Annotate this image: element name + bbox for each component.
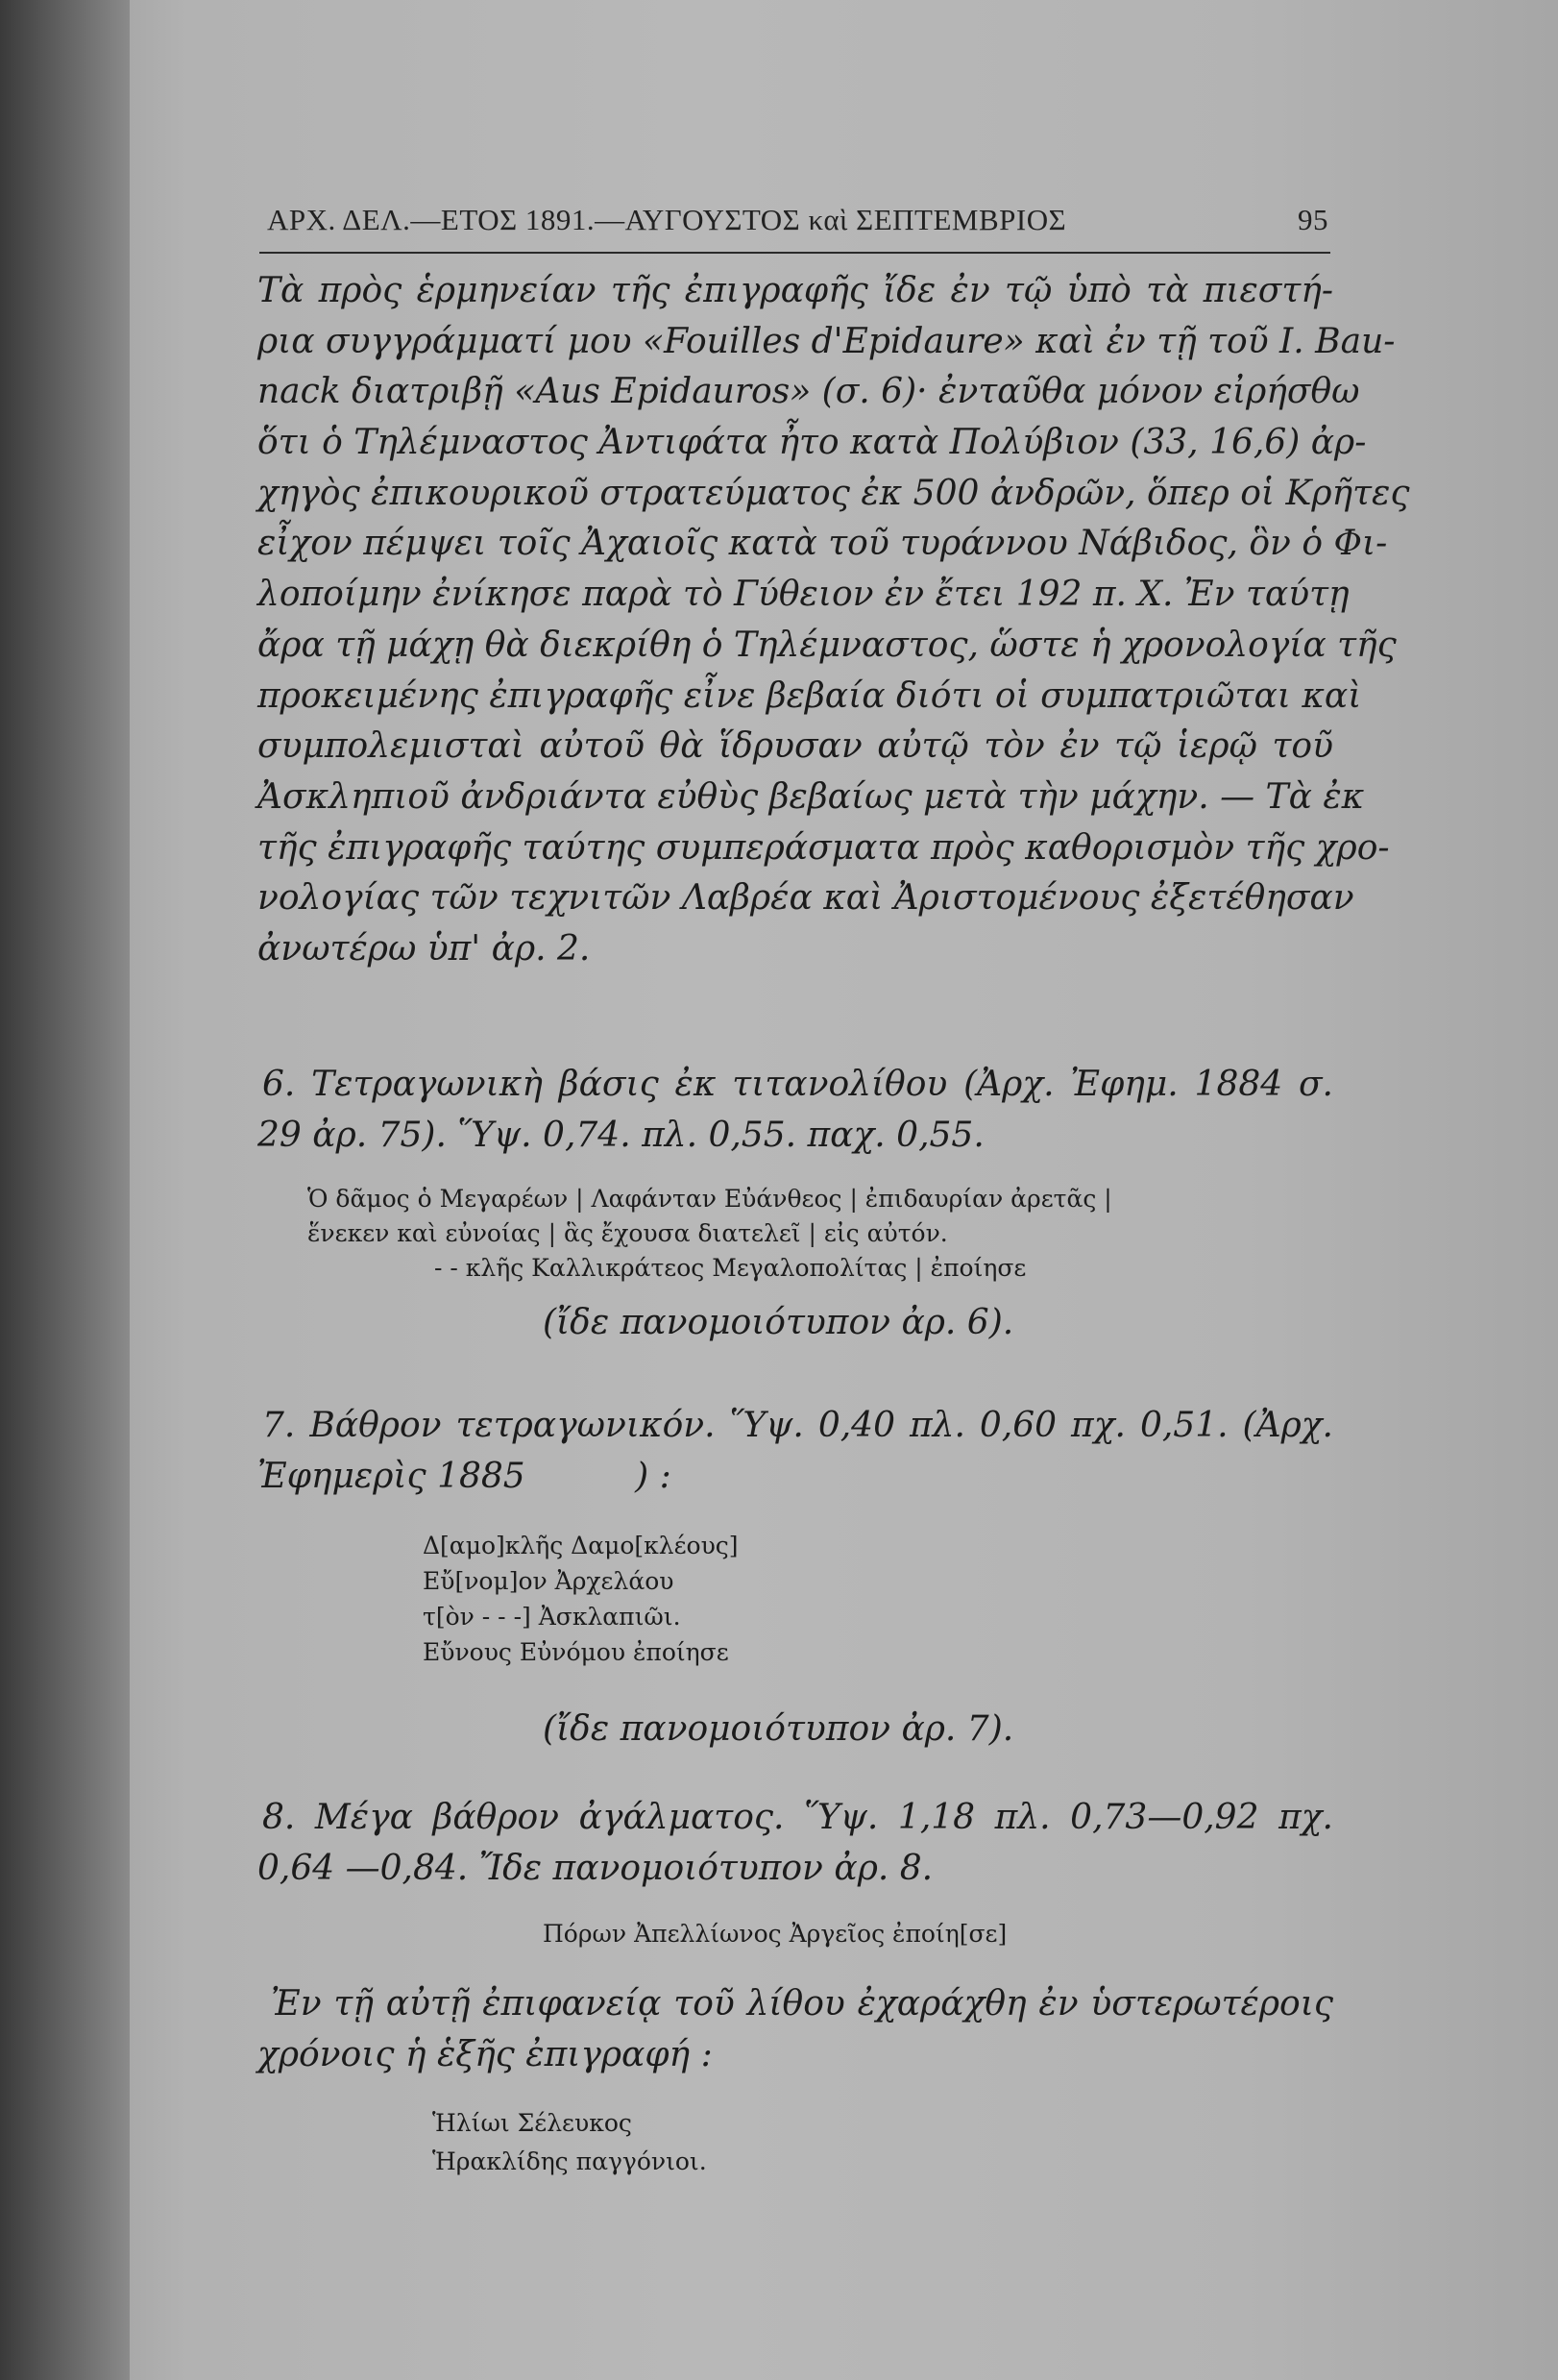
facsimile-reference-7: (ἴδε πανομοιότυπον ἀρ. 7). [543,1709,1014,1749]
inscription-6 [307,1182,1112,1286]
text-line: Ἀσκληπιοῦ ἀνδριάντα εὐθὺς βεβαίως μετὰ τὴν μάχην. — Τὰ ἐκ [257,776,1365,817]
facsimile-reference-6: (ἴδε πανομοιότυπον ἀρ. 6). [543,1303,1014,1342]
catalogue-item-8 [257,1793,1333,1894]
text-line: εἶχον πέμψει τοῖς Ἀχαιοῖς κατὰ τοῦ τυράννου Νάβιδος, ὃν ὁ Φι- [257,524,1388,564]
text-line: τῆς ἐπιγραφῆς ταύτης συμπεράσματα πρὸς καθορισμὸν τῆς χρο- [257,827,1390,868]
text-line: 29 ἀρ. 75). Ὕψ. 0,74. πλ. 0,55. παχ. 0,55. [257,1115,985,1155]
text-line: ὅτι ὁ Τηλέμναστος Ἀντιφάτα ἦτο κατὰ Πολύβιον (33, 16,6) ἀρ- [257,423,1367,463]
catalogue-item-6 [257,1060,1333,1161]
inscription-line: - - κλῆς Καλλικράτεος Μεγαλοπολίτας | ἐποίησε [434,1254,1027,1282]
text-line: 7. Βάθρον τετραγωνικόν. Ὕψ. 0,40 πλ. 0,60 πχ. 0,51. (Ἀρχ. [262,1406,1333,1445]
text-line: λοποίμην ἐνίκησε παρὰ τὸ Γύθειον ἐν ἔτει 192 π. Χ. Ἐν ταύτῃ [257,575,1350,615]
text-line: προκειμένης ἐπιγραφῆς εἶνε βεβαία διότι οἱ συμπατριῶται καὶ [257,675,1362,716]
text-line: ἄρα τῇ μάχῃ θὰ διεκρίθη ὁ Τηλέμναστος, ὥστε ἡ χρονολογία τῆς [257,625,1397,665]
text-line: 8. Μέγα βάθρον ἀγάλματος. Ὕψ. 1,18 πλ. 0,73—0,92 πχ. [262,1798,1333,1837]
inscription-8: Πόρων Ἀπελλίωνος Ἀργεῖος ἐποίη[σε] [543,1920,1008,1948]
inscription-line: τ[ὸν - - -] Ἀσκλαπιῶι. [423,1603,681,1631]
inscription-7 [423,1528,739,1670]
header-rule [259,252,1330,254]
inscription-line: Ἡρακλίδης παγγόνιοι. [432,2147,707,2175]
paragraph-commentary [257,266,1410,975]
text-line: Τὰ πρὸς ἑρμηνείαν τῆς ἐπιγραφῆς ἴδε ἐν τῷ ὑπὸ τὰ πιεστή- [257,271,1333,310]
inscription-final [432,2104,707,2181]
text-line: νολογίας τῶν τεχνιτῶν Λαβρέα καὶ Ἀριστομένους ἐξετέθησαν [257,878,1354,919]
running-header [267,199,1328,241]
text-line: 6. Τετραγωνικὴ βάσις ἐκ τιτανολίθου (Ἀρχ. Ἐφημ. 1884 σ. [262,1065,1333,1104]
text-line: ἀνωτέρω ὑπ' ἀρ. 2. [257,928,591,969]
paragraph-later-inscription [257,1979,1333,2080]
text-line: χρόνοις ἡ ἑξῆς ἐπιγραφή : [257,2034,713,2074]
running-header-title: ΑΡΧ. ΔΕΛ.—ΕΤΟΣ 1891.—ΑΥΓΟΥΣΤΟΣ καὶ ΣΕΠΤΕΜΒΡΙΟΣ [267,203,1067,236]
text-line: Ἐν τῇ αὐτῇ ἐπιφανείᾳ τοῦ λίθου ἐχαράχθη ἐν ὑστερωτέροις [271,1984,1333,2024]
text-line: χηγὸς ἐπικουρικοῦ στρατεύματος ἐκ 500 ἀνδρῶν, ὅπερ οἱ Κρῆτες [257,473,1410,513]
inscription-line: Εὔνους Εὐνόμου ἐποίησε [423,1638,729,1666]
inscription-line: ἕνεκεν καὶ εὐνοίας | ἃς ἔχουσα διατελεῖ | εἰς αὐτόν. [307,1219,948,1247]
page-number: 95 [1298,203,1328,236]
text-line: συμπολεμισταὶ αὐτοῦ θὰ ἵδρυσαν αὐτῷ τὸν ἐν τῷ ἱερῷ τοῦ [257,726,1333,767]
inscription-line: Ὁ δᾶμος ὁ Μεγαρέων | Λαφάνταν Εὐάνθεος | ἐπιδαυρίαν ἀρετᾶς | [307,1185,1112,1213]
book-binding-shadow [0,0,130,2380]
text-line: ρια συγγράμματί μου «Fouilles d'Epidaure» καὶ ἐν τῇ τοῦ I. Bau- [257,321,1396,361]
inscription-line: Δ[αμο]κλῆς Δαμο[κλέους] [423,1532,739,1559]
inscription-line: Εὔ[νομ]ον Ἀρχελάου [423,1567,674,1595]
text-line: nack διατριβῇ «Aus Epidauros» (σ. 6)· ἐνταῦθα μόνον εἰρήσθω [257,372,1360,412]
text-line: Ἐφημερὶς 1885 ) : [257,1456,671,1496]
text-line: 0,64 —0,84. Ἴδε πανομοιότυπον ἀρ. 8. [257,1848,934,1888]
catalogue-item-7 [257,1401,1333,1502]
inscription-line: Ἡλίωι Σέλευκος [432,2109,632,2137]
